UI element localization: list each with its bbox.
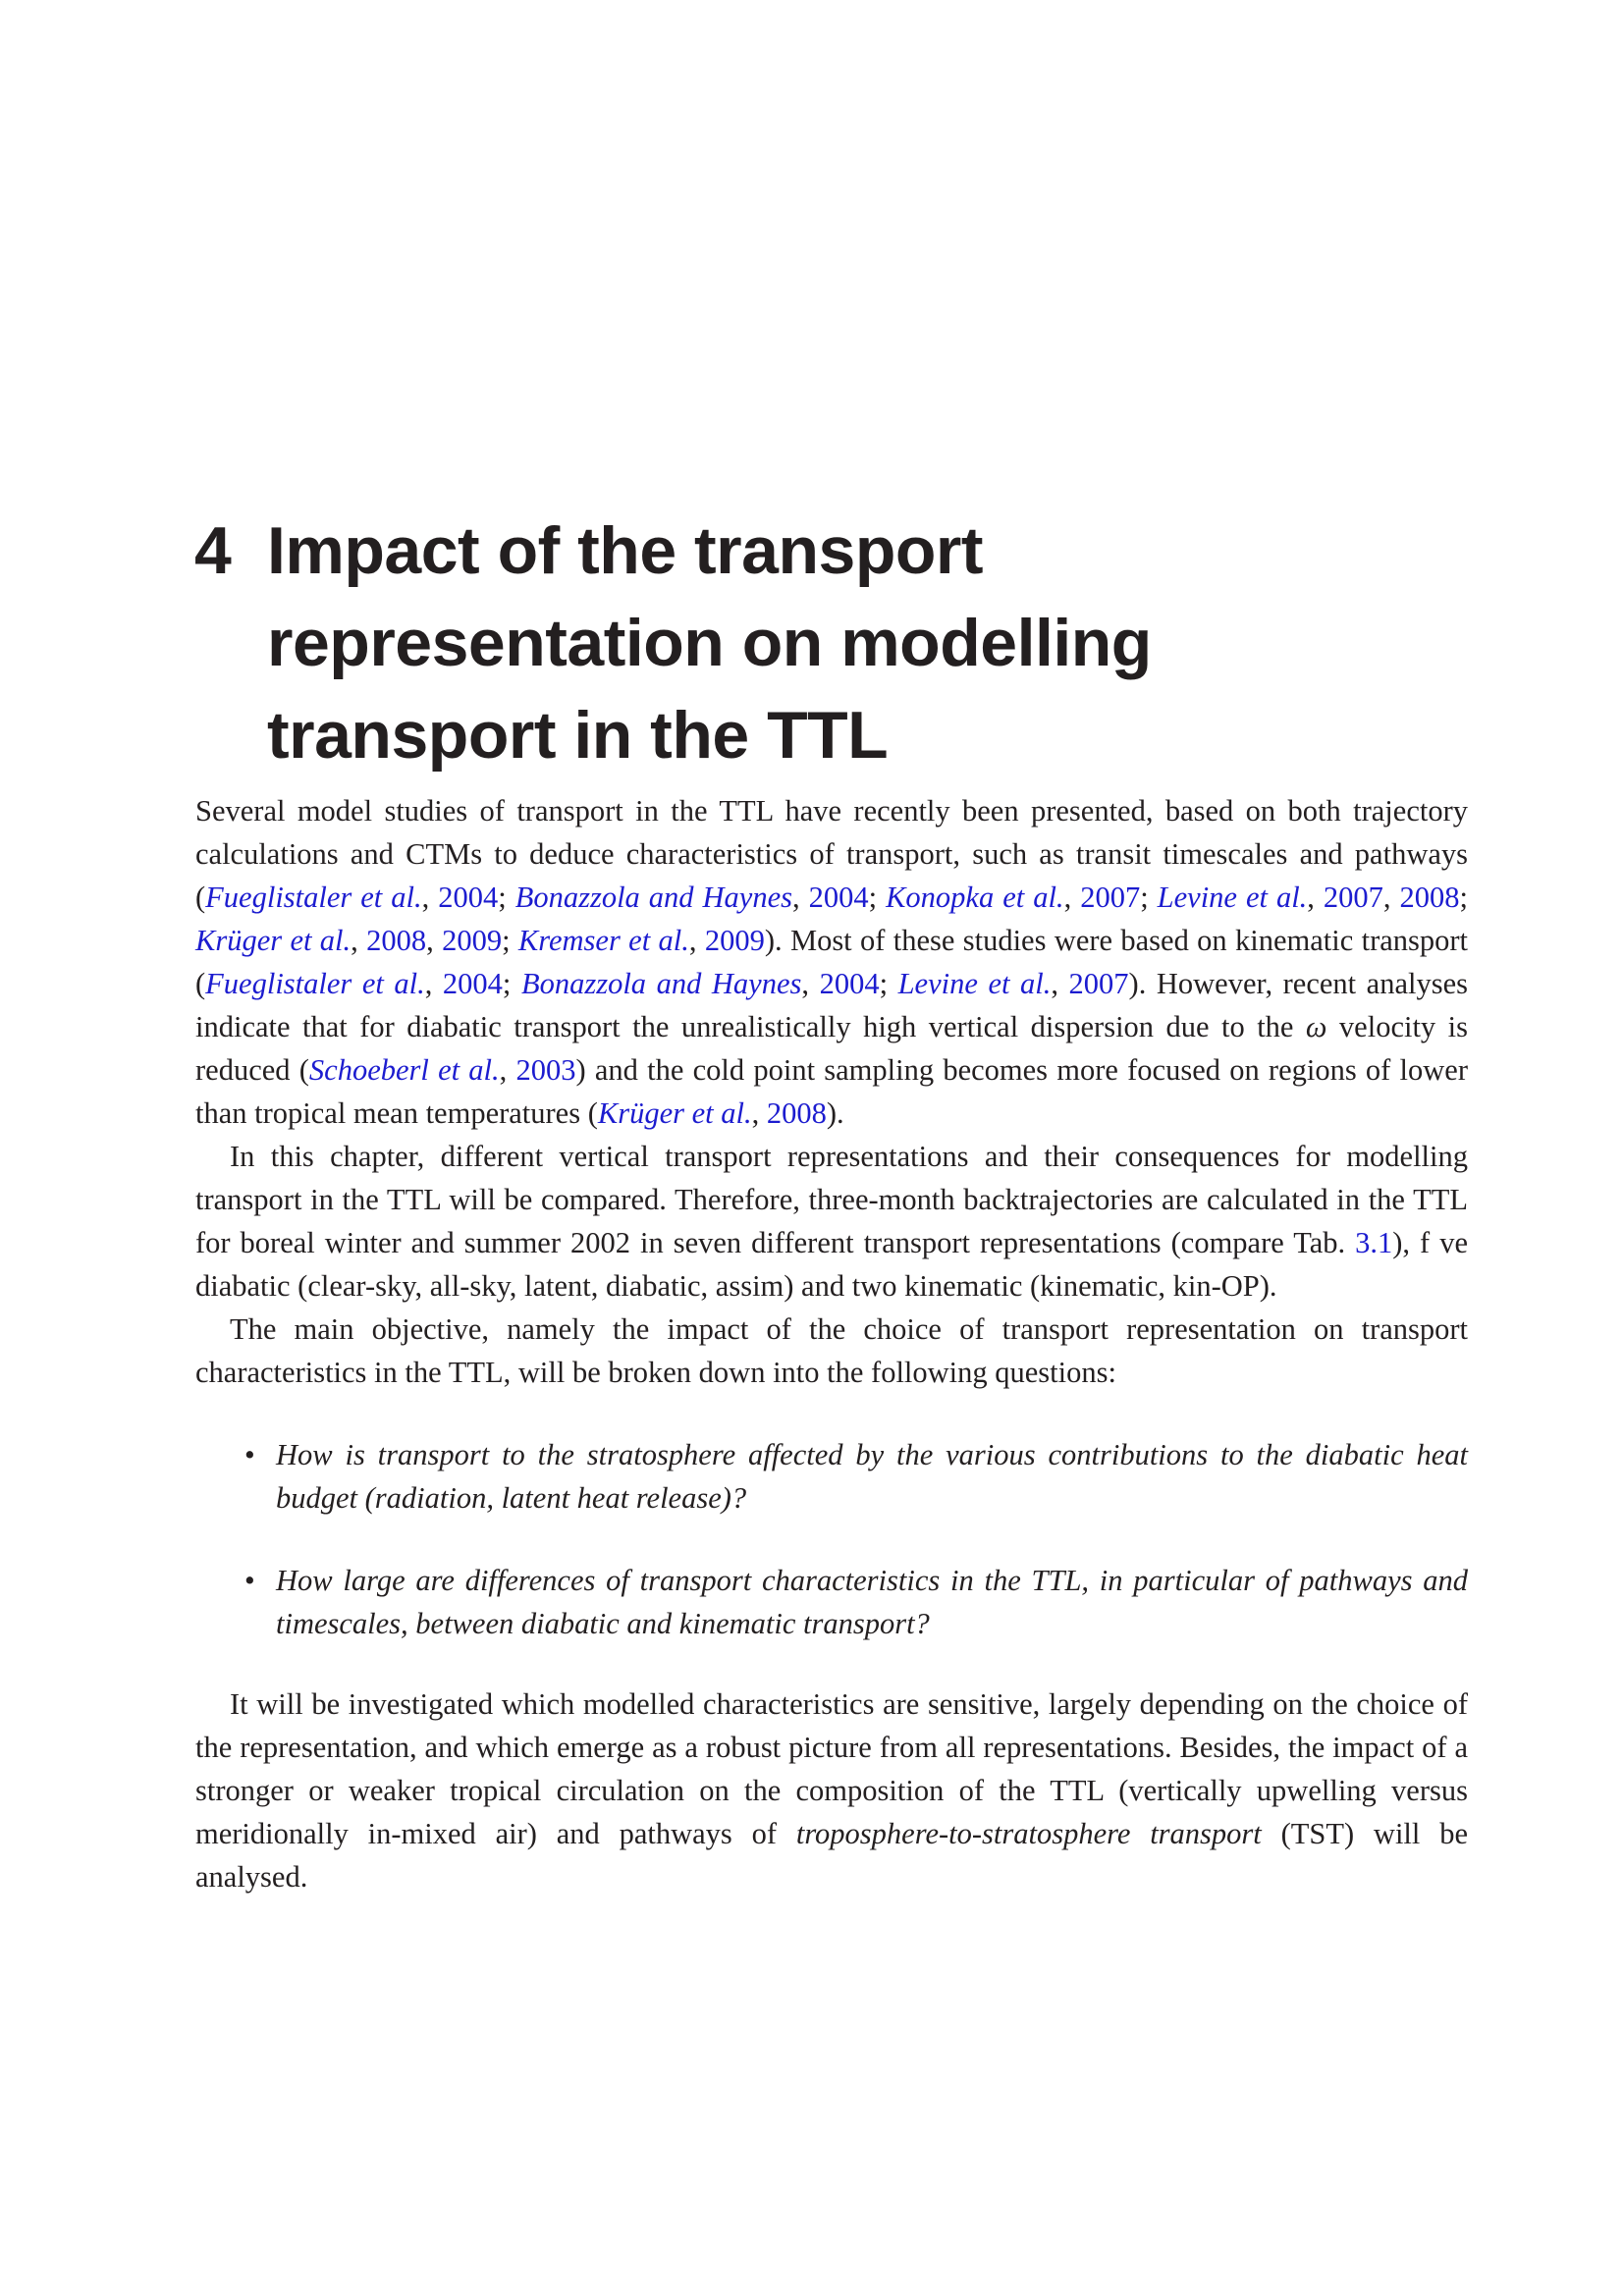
emphasized-term: troposphere-to-stratosphere transport	[795, 1817, 1262, 1850]
research-questions-list	[195, 1433, 1468, 1645]
bullet-icon: •	[244, 1438, 255, 1471]
question-text: How is transport to the stratosphere affected by the various contributions to the diabatic heat budget (radiation, latent heat release)?	[276, 1438, 1468, 1515]
citation-link[interactable]: Bonazzola and Haynes, 2004	[520, 967, 880, 1000]
paragraph-intro: Several model studies of transport in the TTL have recently been presented, based on both trajectory calculations and CTMs to deduce characteristics of transport, such as transit timescales and pathways (Fueglistaler et al., 2004; Bonazzola and Haynes, 2004; Konopka et al., 2007; Levine et al., 2007, 2008; Krüger et al., 2008, 2009; Kremser et al., 2009). Most of these studies were based on kinematic transport (Fueglistaler et al., 2004; Bonazzola and Haynes, 2004; Levine et al., 2007). However, recent analyses indicate that for diabatic transport the unrealistically high vertical dispersion due to the ω velocity is reduced (Schoeberl et al., 2003) and the cold point sampling becomes more focused on regions of lower than tropical mean temperatures (Krüger et al., 2008).	[195, 794, 1469, 1130]
citation-link[interactable]: Bonazzola and Haynes, 2004	[514, 881, 869, 914]
chapter-number: 4	[194, 512, 232, 588]
citation-link[interactable]: Levine et al., 2007	[897, 967, 1129, 1000]
table-reference-link[interactable]: 3.1	[1355, 1226, 1393, 1259]
bullet-icon: •	[244, 1564, 255, 1597]
list-item	[195, 1433, 1468, 1520]
citation-link[interactable]: Fueglistaler et al., 2004	[205, 881, 499, 914]
citation-link[interactable]: Schoeberl et al., 2003	[308, 1053, 576, 1087]
citation-link[interactable]: Krüger et al., 2008, 2009	[195, 924, 503, 957]
citation-link[interactable]: Levine et al., 2007, 2008	[1157, 881, 1460, 914]
citation-link[interactable]: Krüger et al., 2008	[597, 1096, 827, 1130]
list-item	[195, 1559, 1468, 1645]
question-text: How large are differences of transport characteristics in the TTL, in particular of pathways and timescales, between diabatic and kinematic transport?	[276, 1564, 1468, 1640]
citation-link[interactable]: Konopka et al., 2007	[886, 881, 1141, 914]
paragraph-chapter-overview: In this chapter, different vertical transport representations and their consequences for modelling transport in the TTL will be compared. Therefore, three-month backtrajectories are calculated in the TTL for boreal winter and summer 2002 in seven different transport representations (compare Tab. 3.1), f ve diabatic (clear-sky, all-sky, latent, diabatic, assim) and two kinematic (kinematic, kin-OP).	[195, 1140, 1468, 1303]
paragraph-investigation: It will be investigated which modelled characteristics are sensitive, largely depending on the choice of the representation, and which emerge as a robust picture from all representations. Besides, the impact of a stronger or weaker tropical circulation on the composition of the TTL (vertically upwelling versus meridionally in-mixed air) and pathways of troposphere-to-stratosphere transport (TST) will be analysed.	[195, 1687, 1468, 1894]
omega-symbol: ω	[1305, 1010, 1327, 1043]
chapter-title: Impact of the transport representation on modelling transport in the TTL	[267, 512, 1152, 773]
chapter-body	[195, 789, 1468, 1898]
citation-link[interactable]: Fueglistaler et al., 2004	[205, 967, 503, 1000]
paragraph-objective: The main objective, namely the impact of the choice of transport representation on transport characteristics in the TTL, will be broken down into the following questions:	[195, 1312, 1468, 1389]
chapter-heading	[194, 505, 1274, 781]
citation-link[interactable]: Kremser et al., 2009	[517, 924, 765, 957]
